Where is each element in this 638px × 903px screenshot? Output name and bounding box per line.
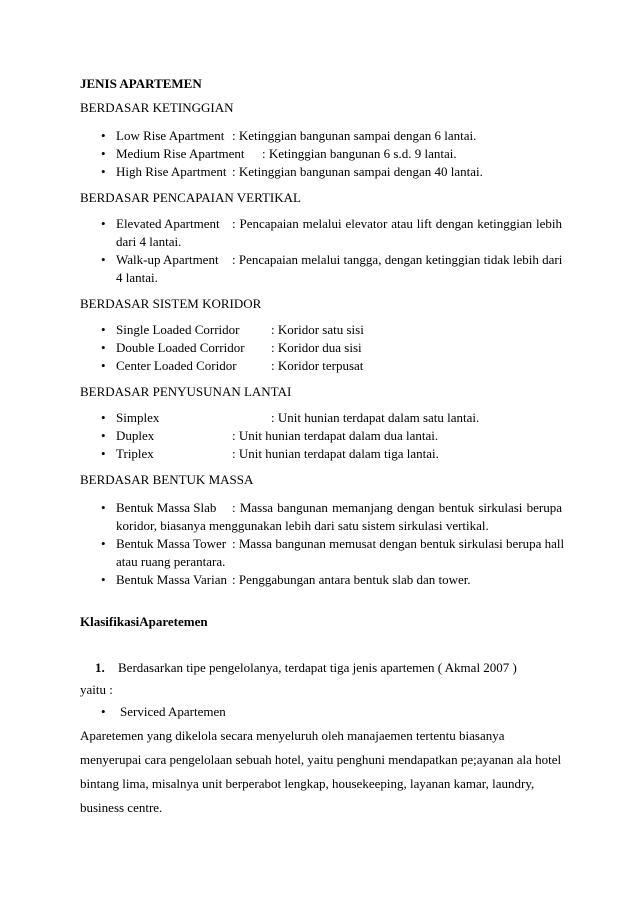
list-item-term: Walk-up Apartment: [116, 252, 219, 267]
bullet-icon: •: [101, 410, 106, 425]
list-item-desc: : Ketinggian bangunan sampai dengan 40 lantai.: [232, 164, 483, 179]
list-item-term: Double Loaded Corridor: [116, 340, 245, 355]
paragraph-line: business centre.: [80, 800, 163, 815]
numbered-item-text: Berdasarkan tipe pengelolanya, terdapat tiga jenis apartemen ( Akmal 2007 ): [118, 660, 517, 675]
bullet-icon: •: [101, 358, 106, 373]
numbered-item-continuation: yaitu :: [80, 682, 113, 697]
bullet-icon: •: [101, 572, 106, 587]
bullet-icon: •: [101, 128, 106, 143]
bullet-icon: •: [101, 252, 106, 267]
section-heading: BERDASAR BENTUK MASSA: [80, 472, 254, 487]
list-item-desc: : Massa bangunan memanjang dengan bentuk sirkulasi berupa: [232, 500, 562, 515]
bullet-icon: •: [101, 500, 106, 515]
list-item-term: Medium Rise Apartment: [116, 146, 245, 161]
sub-item-title: Serviced Apartemen: [120, 704, 226, 719]
list-item-term: Bentuk Massa Tower: [116, 536, 227, 551]
paragraph-line: menyerupai cara pengelolaan sebuah hotel, yaitu penghuni mendapatkan pe;ayanan ala hotel: [80, 752, 562, 767]
list-item-desc: : Unit hunian terdapat dalam dua lantai.: [232, 428, 439, 443]
list-item-term: Elevated Apartment: [116, 216, 220, 231]
list-item-desc: : Pencapaian melalui tangga, dengan ketinggian tidak lebih dari: [232, 252, 563, 267]
paragraph-line: Aparetemen yang dikelola secara menyeluruh oleh manajaemen tertentu biasanya: [80, 728, 505, 743]
list-item-term: Simplex: [116, 410, 160, 425]
list-item-term: Triplex: [116, 446, 154, 461]
list-item-desc: : Ketinggian bangunan sampai dengan 6 lantai.: [232, 128, 477, 143]
list-item-continuation: atau ruang perantara.: [116, 554, 226, 569]
bullet-icon: •: [101, 322, 106, 337]
list-item-term: Low Rise Apartment: [116, 128, 225, 143]
list-item-desc: : Koridor satu sisi: [271, 322, 364, 337]
klasifikasi-title: KlasifikasiAparetemen: [80, 614, 208, 629]
list-item-continuation: dari 4 lantai.: [116, 234, 182, 249]
list-item-term: Bentuk Massa Varian: [116, 572, 227, 587]
section-heading: BERDASAR PENCAPAIAN VERTIKAL: [80, 190, 301, 205]
list-item-desc: : Massa bangunan memusat dengan bentuk sirkulasi berupa hall: [232, 536, 565, 551]
bullet-icon: •: [101, 340, 106, 355]
list-item-desc: : Unit hunian terdapat dalam satu lantai.: [271, 410, 480, 425]
list-item-term: High Rise Apartment: [116, 164, 227, 179]
list-item-desc: : Pencapaian melalui elevator atau lift dengan ketinggian lebih: [232, 216, 562, 231]
section-heading: BERDASAR SISTEM KORIDOR: [80, 296, 262, 311]
document-title: JENIS APARTEMEN: [80, 76, 202, 91]
list-item-term: Duplex: [116, 428, 155, 443]
list-item-desc: : Koridor dua sisi: [271, 340, 362, 355]
list-item-desc: : Unit hunian terdapat dalam tiga lantai.: [232, 446, 439, 461]
list-item-term: Center Loaded Coridor: [116, 358, 237, 373]
list-item-term: Single Loaded Corridor: [116, 322, 240, 337]
list-item-term: Bentuk Massa Slab: [116, 500, 217, 515]
paragraph-line: bintang lima, misalnya unit berperabot lengkap, housekeeping, layanan kamar, laundry,: [80, 776, 535, 791]
list-item-continuation: 4 lantai.: [116, 270, 158, 285]
section-heading: BERDASAR PENYUSUNAN LANTAI: [80, 384, 292, 399]
bullet-icon: •: [101, 446, 106, 461]
bullet-icon: •: [101, 704, 106, 719]
bullet-icon: •: [101, 216, 106, 231]
bullet-icon: •: [101, 428, 106, 443]
bullet-icon: •: [101, 536, 106, 551]
numbered-item-number: 1.: [95, 660, 105, 675]
list-item-desc: : Koridor terpusat: [271, 358, 364, 373]
list-item-desc: : Penggabungan antara bentuk slab dan tower.: [232, 572, 471, 587]
section-heading: BERDASAR KETINGGIAN: [80, 100, 234, 115]
bullet-icon: •: [101, 164, 106, 179]
list-item-continuation: koridor, biasanya menggunakan lebih dari satu sistem sirkulasi vertikal.: [116, 518, 489, 533]
list-item-desc: : Ketinggian bangunan 6 s.d. 9 lantai.: [262, 146, 457, 161]
bullet-icon: •: [101, 146, 106, 161]
